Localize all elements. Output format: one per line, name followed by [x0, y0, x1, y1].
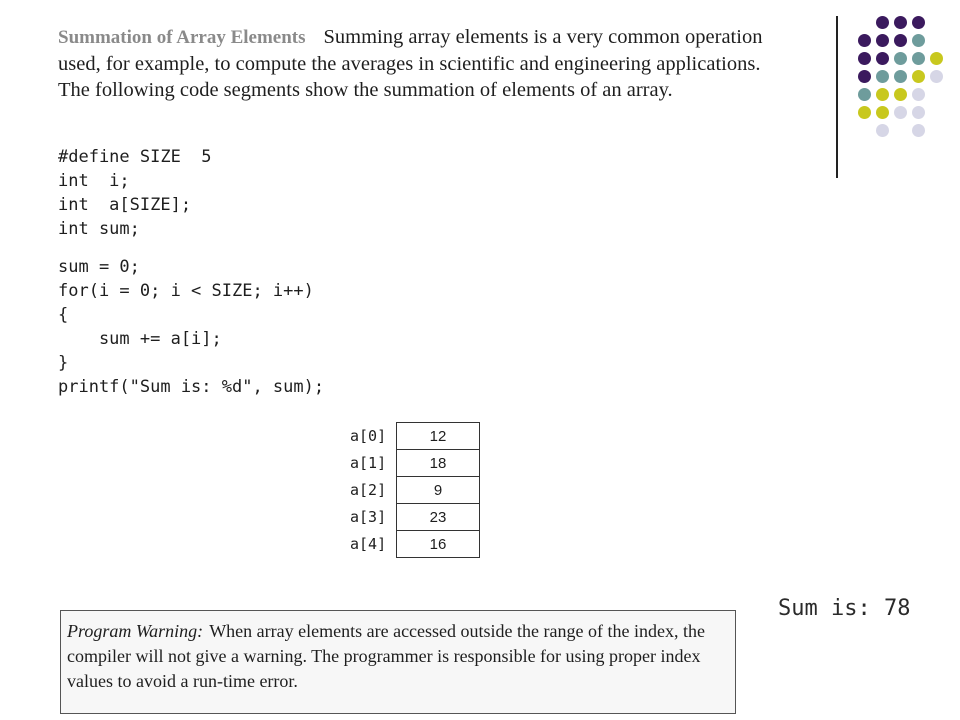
code-line: sum += a[i];: [58, 329, 222, 349]
decorative-dot: [930, 52, 943, 65]
array-row: [350, 477, 480, 504]
decorative-dot: [876, 70, 889, 83]
program-warning-box: [60, 610, 736, 714]
array-value-cell: 23: [397, 504, 480, 531]
decorative-dot-grid: [852, 12, 952, 162]
loop-code-block: [58, 255, 324, 399]
decorative-dot: [876, 34, 889, 47]
code-line: }: [58, 353, 69, 373]
intro-paragraph: [58, 24, 788, 103]
program-output: Sum is: 78: [778, 596, 911, 621]
decorative-dot: [912, 16, 925, 29]
array-index-label: a[1]: [350, 454, 387, 472]
array-value-cell: 18: [397, 450, 480, 477]
array-row: [350, 423, 480, 450]
code-line: int a[SIZE];: [58, 195, 192, 215]
array-value-cell: 16: [397, 531, 480, 558]
code-line: printf("Sum is: %d", sum);: [58, 377, 325, 397]
decorative-dot: [912, 34, 925, 47]
array-row: [350, 450, 480, 477]
array-row: [350, 531, 480, 558]
decorative-dot: [858, 106, 871, 119]
decorative-dot: [912, 70, 925, 83]
array-index-label: a[0]: [350, 427, 387, 445]
warning-title: Program Warning:: [67, 621, 204, 641]
decorative-dot: [894, 70, 907, 83]
decorative-dot: [894, 106, 907, 119]
decorative-dot: [858, 34, 871, 47]
code-line: #define SIZE 5: [58, 147, 212, 167]
array-index-label: a[3]: [350, 508, 387, 526]
decorative-dot: [858, 88, 871, 101]
code-line: sum = 0;: [58, 257, 140, 277]
array-diagram: [350, 422, 480, 558]
decorative-dot: [876, 124, 889, 137]
decorative-dot: [930, 70, 943, 83]
decorative-divider: [836, 16, 838, 178]
array-row: [350, 504, 480, 531]
section-heading: Summation of Array Elements: [58, 27, 306, 48]
array-value-cell: 12: [397, 423, 480, 450]
decorative-dot: [894, 52, 907, 65]
code-line: {: [58, 305, 69, 325]
array-index-label: a[4]: [350, 535, 387, 553]
decorative-dot: [876, 52, 889, 65]
warning-text: When array elements are accessed outside the range of the index, the compiler will not give a warning. The programmer is responsible for using proper index values to avoid a run-time error.: [67, 621, 705, 691]
intro-text: Summing array elements is a very common operation used, for example, to compute the averages in scientific and engineering applications. The following code segments show the summation of elements of an array.: [58, 26, 763, 101]
decorative-dot: [912, 124, 925, 137]
decorative-dot: [876, 88, 889, 101]
decorative-dot: [912, 88, 925, 101]
declaration-code-block: [58, 145, 212, 241]
code-line: int sum;: [58, 219, 140, 239]
array-index-label: a[2]: [350, 481, 387, 499]
decorative-dot: [912, 52, 925, 65]
decorative-dot: [858, 52, 871, 65]
decorative-dot: [912, 106, 925, 119]
decorative-dot: [858, 70, 871, 83]
code-line: int i;: [58, 171, 130, 191]
code-line: for(i = 0; i < SIZE; i++): [58, 281, 314, 301]
decorative-dot: [876, 16, 889, 29]
decorative-dot: [894, 88, 907, 101]
array-value-cell: 9: [397, 477, 480, 504]
decorative-dot: [894, 34, 907, 47]
decorative-dot: [876, 106, 889, 119]
decorative-dot: [894, 16, 907, 29]
